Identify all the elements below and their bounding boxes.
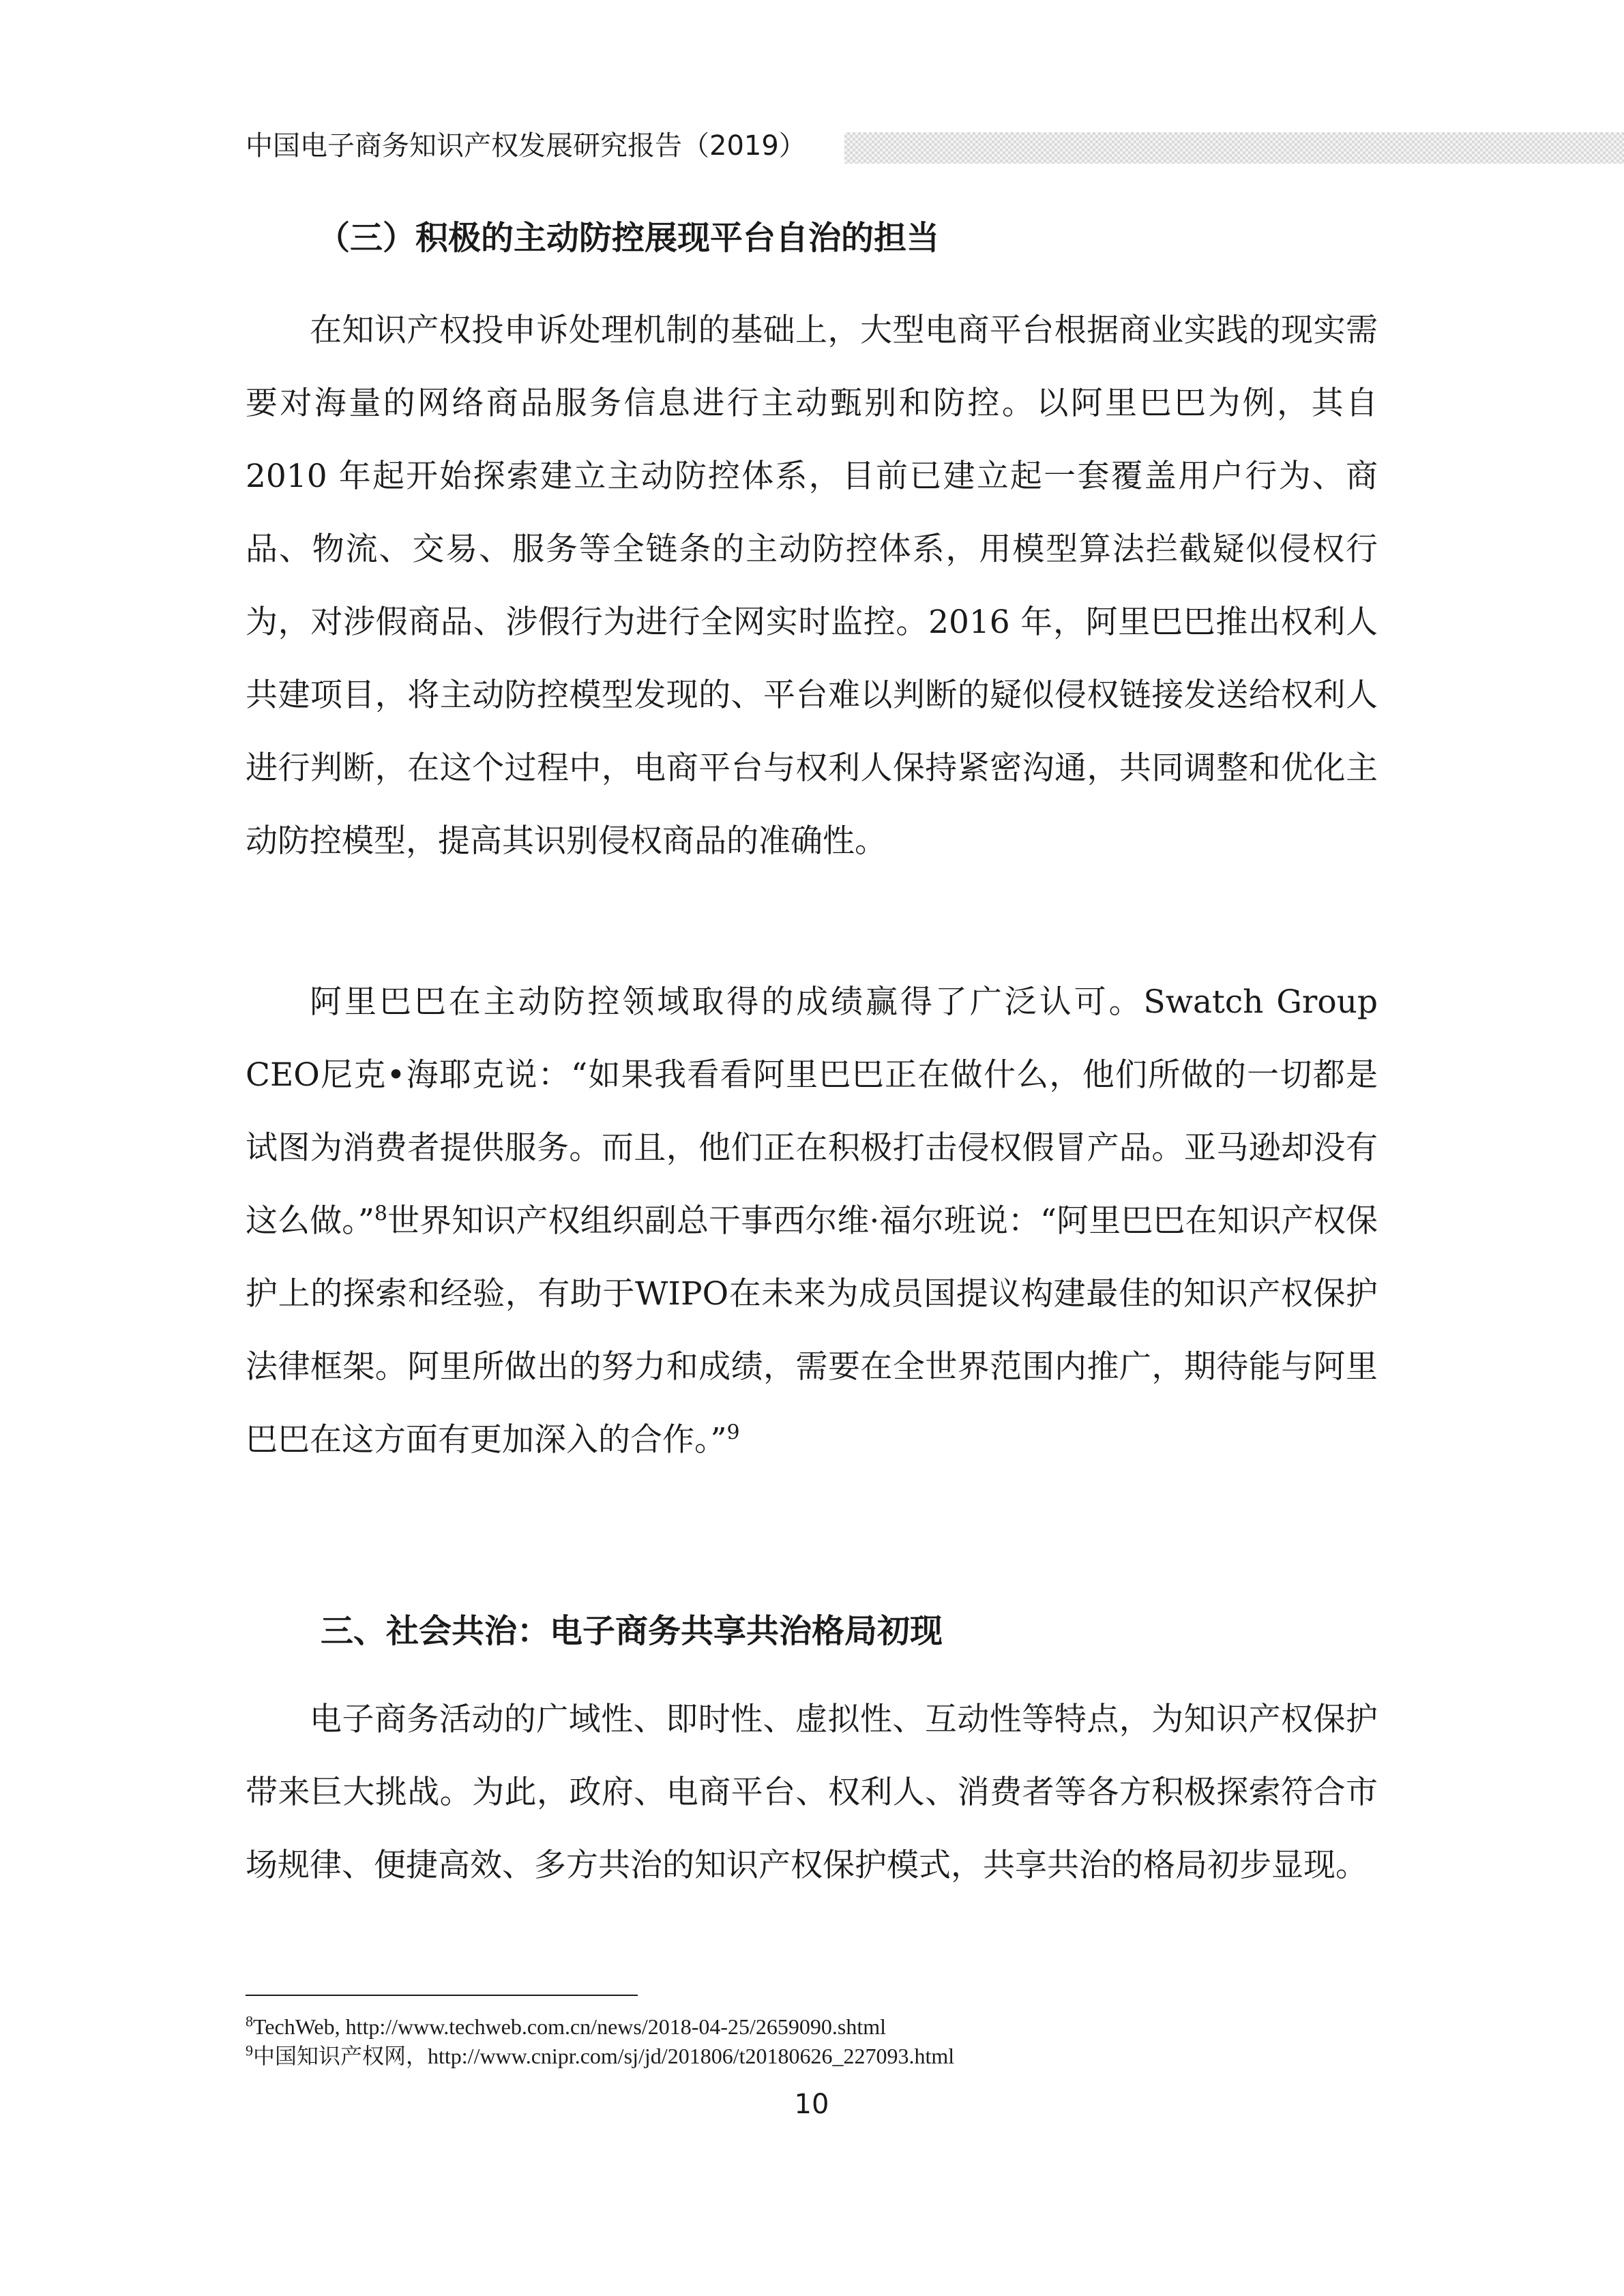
footnote-ref-8[interactable]: 8 <box>374 1202 387 1226</box>
footnote-mark: 9 <box>246 2042 253 2059</box>
footnote-divider <box>246 1995 638 1996</box>
section-heading: 三、社会共治：电子商务共享共治格局初现 <box>321 1612 943 1650</box>
footnote-9 <box>246 2041 954 2071</box>
footnote-ref-9[interactable]: 9 <box>726 1420 740 1445</box>
paragraph-2-text-b: 世界知识产权组织副总干事西尔维·福尔班说：“阿里巴巴在知识产权保护上的探索和经验，有助于WIPO在未来为成员国提议构建最佳的知识产权保护法律框架。阿里所做出的努力和成绩，需要在全世界范围内推广，期待能与阿里巴巴在这方面有更加深入的合作。” <box>246 1202 1378 1459</box>
running-header: 中国电子商务知识产权发展研究报告（2019） <box>246 130 806 162</box>
footnote-text[interactable]: TechWeb, http://www.techweb.com.cn/news/2018-04-25/2659090.shtml <box>253 2014 887 2039</box>
header-pattern-bar <box>844 132 1624 164</box>
paragraph-2-text-a: 阿里巴巴在主动防控领域取得的成绩赢得了广泛认可。Swatch Group CEO尼克•海耶克说：“如果我看看阿里巴巴正在做什么，他们所做的一切都是试图为消费者提供服务。而且，他们正在积极打击侵权假冒产品。亚马逊却没有这么做。” <box>246 983 1378 1240</box>
paragraph-1 <box>246 294 1378 878</box>
footnote-mark: 8 <box>246 2012 253 2030</box>
paragraph-3 <box>246 1683 1378 1902</box>
paragraph-2 <box>246 966 1378 1476</box>
footnote-text[interactable]: 中国知识产权网，http://www.cnipr.com/sj/jd/201806/t20180626_227093.html <box>253 2044 955 2068</box>
footnote-8 <box>246 2012 886 2042</box>
page-number: 10 <box>794 2089 829 2120</box>
paragraph-3-text: 电子商务活动的广域性、即时性、虚拟性、互动性等特点，为知识产权保护带来巨大挑战。为此，政府、电商平台、权利人、消费者等各方积极探索符合市场规律、便捷高效、多方共治的知识产权保护模式，共享共治的格局初步显现。 <box>246 1701 1378 1884</box>
paragraph-1-text: 在知识产权投申诉处理机制的基础上，大型电商平台根据商业实践的现实需要对海量的网络商品服务信息进行主动甄别和防控。以阿里巴巴为例，其自 2010 年起开始探索建立主动防控体系，目前已建立起一套覆盖用户行为、商品、物流、交易、服务等全链条的主动防控体系，用模型算法拦截疑似侵权行为，对涉假商品、涉假行为进行全网实时监控。2016 年，阿里巴巴推出权利人共建项目，将主动防控模型发现的、平台难以判断的疑似侵权链接发送给权利人进行判断，在这个过程中，电商平台与权利人保持紧密沟通，共同调整和优化主动防控模型，提高其识别侵权商品的准确性。 <box>246 312 1378 860</box>
sub-heading: （三）积极的主动防控展现平台自治的担当 <box>317 219 940 257</box>
